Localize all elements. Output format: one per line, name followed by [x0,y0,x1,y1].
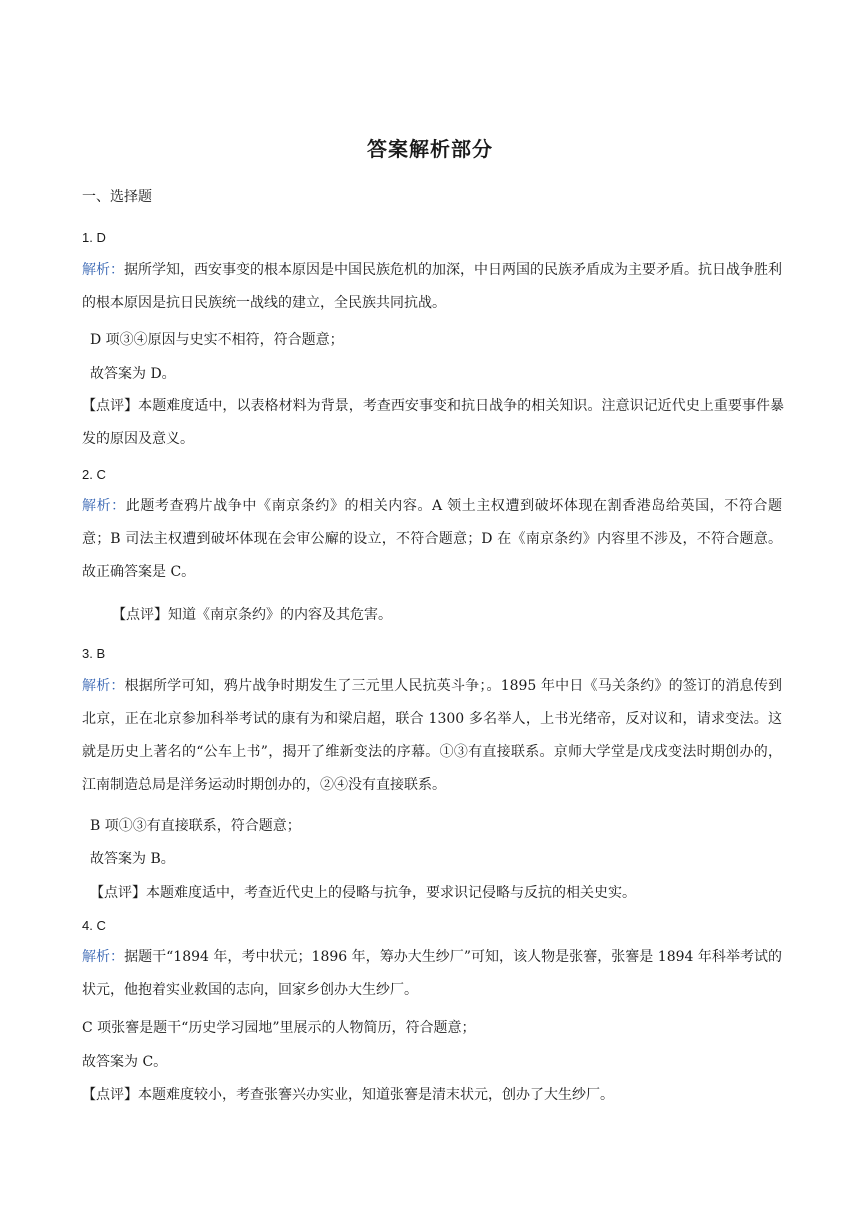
question-3-analysis [82,670,782,802]
question-1-comment: 【点评】本题难度适中，以表格材料为背景，考查西安事变和抗日战争的相关知识。注意识记近代史上重要事件暴发的原因及意义。 [82,398,784,447]
question-4-comment: 【点评】本题难度较小，考查张謇兴办实业，知道张謇是清末状元，创办了大生纱厂。 [82,1087,614,1103]
question-2-number: 2. C [82,467,106,482]
question-1-analysis [82,254,782,320]
question-4-number: 4. C [82,918,106,933]
analysis-label: 解析： [82,262,124,278]
question-3-option: B 项①③有直接联系，符合题意； [90,818,301,834]
analysis-text: 据所学知，西安事变的根本原因是中国民族危机的加深，中日两国的民族矛盾成为主要矛盾。抗日战争胜利的根本原因是抗日民族统一战线的建立，全民族共同抗战。 [82,262,782,311]
question-4-analysis [82,941,782,1007]
page-title: 答案解析部分 [367,137,493,161]
analysis-text: 此题考查鸦片战争中《南京条约》的相关内容。A 领土主权遭到破坏体现在割香港岛给英国，不符合题意；B 司法主权遭到破坏体现在会审公廨的设立，不符合题意；D 在《南京条约》内容里不涉及，不符合题意。故正确答案是 C。 [82,498,783,580]
question-4-answer: 故答案为 C。 [82,1054,168,1070]
question-1-option: D 项③④原因与史实不相符，符合题意； [90,332,344,348]
question-3-answer: 故答案为 B。 [90,851,175,867]
question-2-analysis [82,490,782,589]
analysis-text: 据题干“1894 年，考中状元；1896 年，筹办大生纱厂”可知，该人物是张謇，张謇是 1894 年科举考试的状元，他抱着实业救国的志向，回家乡创办大生纱厂。 [82,949,783,998]
question-3-comment: 【点评】本题难度适中，考查近代史上的侵略与抗争，要求识记侵略与反抗的相关史实。 [90,885,636,901]
analysis-label: 解析： [82,949,125,965]
analysis-text: 根据所学可知，鸦片战争时期发生了三元里人民抗英斗争；。1895 年中日《马关条约》的签订的消息传到北京，正在北京参加科举考试的康有为和梁启超，联合 1300 多名举人，上书光绪帝，反对议和，请求变法。这就是历史上著名的“公车上书”，揭开了维新变法的序幕。①③有直接联系。京师大学堂是戊戌变法时期创办的，江南制造总局是洋务运动时期创办的，②④没有直接联系。 [82,678,783,793]
section-heading: 一、选择题 [82,189,152,205]
analysis-label: 解析： [82,678,125,694]
question-1-number: 1. D [82,230,106,245]
analysis-label: 解析： [82,498,126,514]
question-3-number: 3. B [82,646,106,661]
question-1-answer: 故答案为 D。 [90,366,176,382]
question-4-option: C 项张謇是题干“历史学习园地”里展示的人物简历，符合题意； [82,1020,476,1036]
question-2-comment: 【点评】知道《南京条约》的内容及其危害。 [112,607,392,623]
